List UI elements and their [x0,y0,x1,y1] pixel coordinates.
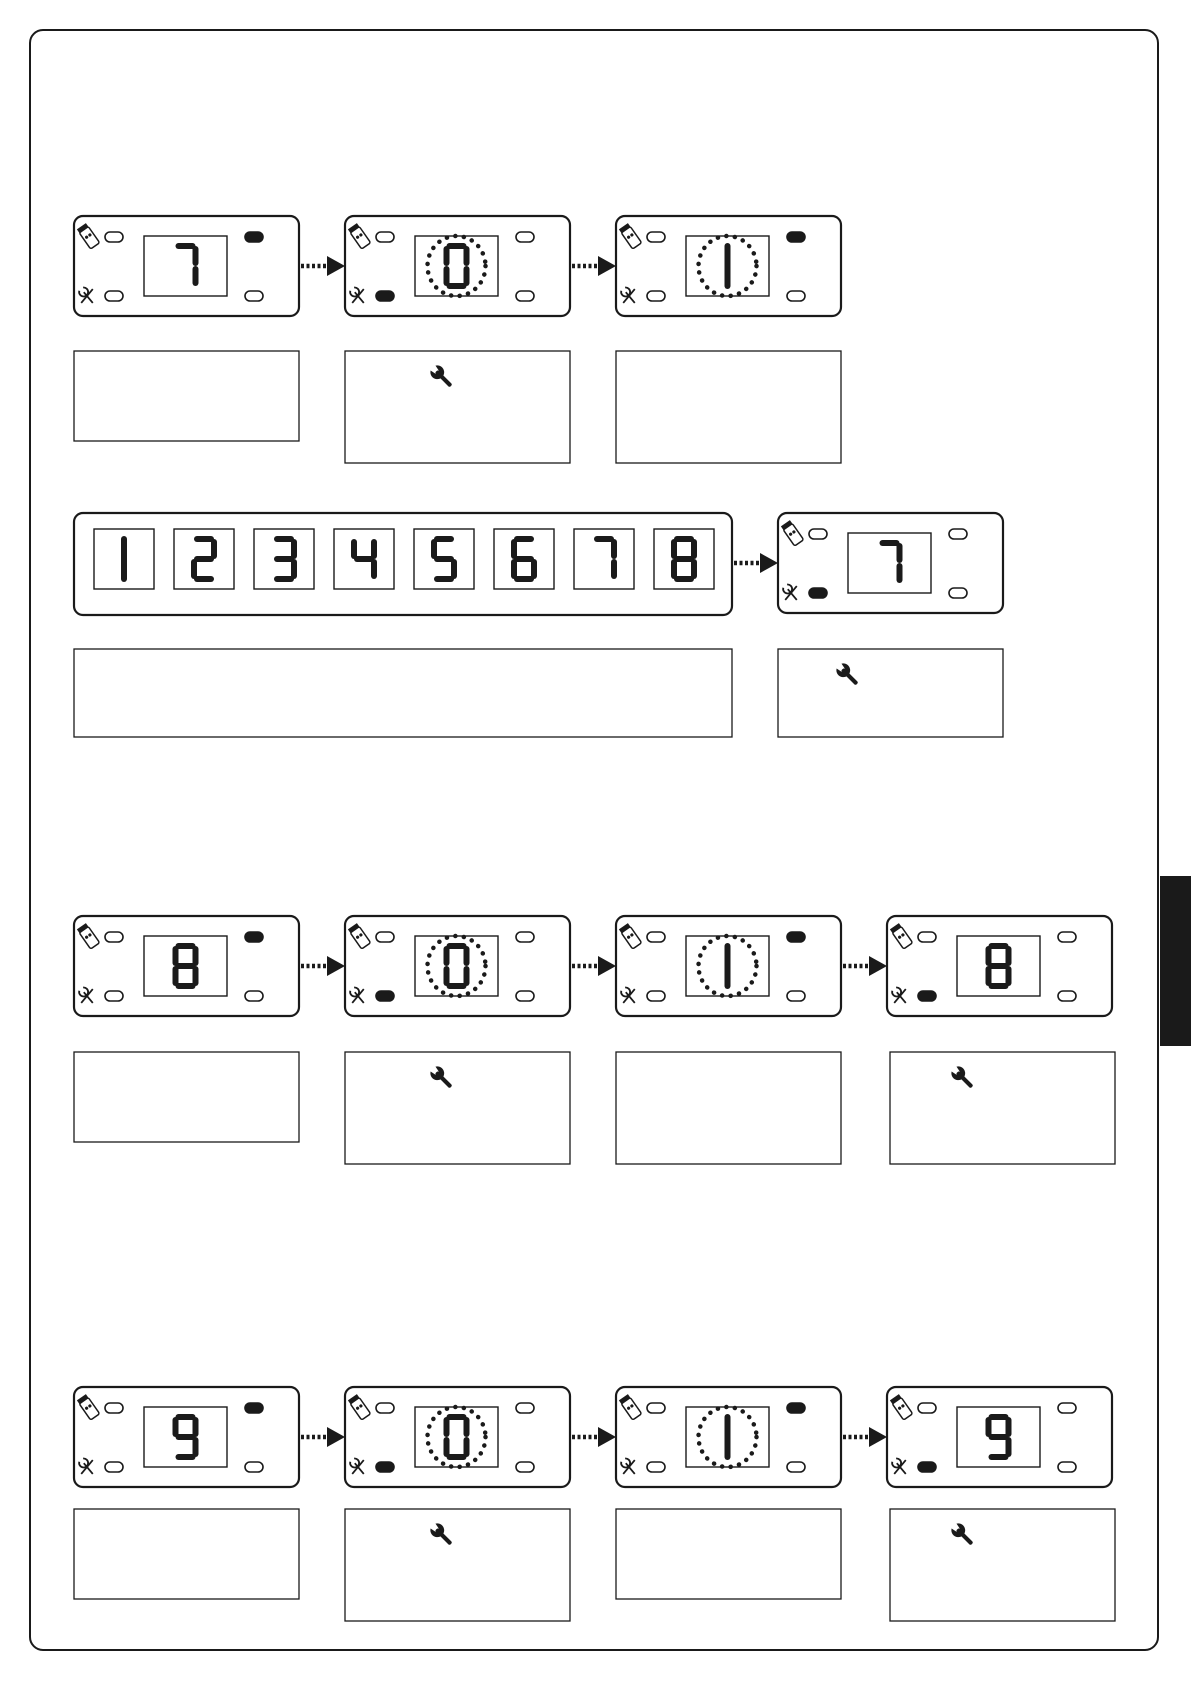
arrow-head [598,1427,616,1447]
led-top-left [376,932,394,942]
control-panel-0-1 [345,216,570,316]
description-box-frame [345,1052,570,1164]
led-bottom-right [245,291,263,301]
led-bottom-left [647,991,665,1001]
led-top-left [647,1403,665,1413]
description-box-strip-1 [778,649,1003,737]
flow-arrow [843,1427,887,1447]
led-top-left [647,232,665,242]
led-bottom-left [918,991,936,1001]
led-bottom-right [787,291,805,301]
control-panel-2-1 [345,916,570,1016]
flow-arrow [843,956,887,976]
led-bottom-left [376,1462,394,1472]
led-top-right [516,232,534,242]
led-top-left [918,1403,936,1413]
led-bottom-right [949,588,967,598]
led-bottom-right [787,991,805,1001]
description-box-frame [890,1509,1115,1621]
description-box-frame [345,1509,570,1621]
led-top-right [1058,1403,1076,1413]
description-box-frame [74,649,732,737]
description-box-2-0 [74,1052,299,1142]
led-bottom-right [516,1462,534,1472]
led-top-right [949,529,967,539]
led-bottom-right [516,991,534,1001]
control-panel-2-2 [616,916,841,1016]
led-bottom-right [1058,1462,1076,1472]
arrow-head [760,553,778,573]
description-box-frame [74,1509,299,1599]
control-panel-0-0 [74,216,299,316]
control-panel-0-2 [616,216,841,316]
led-top-right [245,1403,263,1413]
led-top-left [376,232,394,242]
led-top-left [105,1403,123,1413]
control-panel-2-0 [74,916,299,1016]
control-panel-strip-result [778,513,1003,613]
led-bottom-left [809,588,827,598]
led-bottom-left [647,291,665,301]
flow-arrow [572,1427,616,1447]
description-box-2-1 [345,1052,570,1164]
led-top-right [787,932,805,942]
description-box-0-2 [616,351,841,463]
flow-arrow [734,553,778,573]
led-top-left [376,1403,394,1413]
led-bottom-left [376,991,394,1001]
led-bottom-right [516,291,534,301]
led-bottom-left [918,1462,936,1472]
control-panel-2-3 [887,916,1112,1016]
description-box-frame [616,1052,841,1164]
control-panel-3-3 [887,1387,1112,1487]
led-top-right [787,232,805,242]
arrow-head [598,956,616,976]
control-panel-3-0 [74,1387,299,1487]
led-top-right [1058,932,1076,942]
led-top-left [809,529,827,539]
led-top-right [516,932,534,942]
description-box-frame [74,1052,299,1142]
description-box-3-1 [345,1509,570,1621]
description-box-3-0 [74,1509,299,1599]
led-top-right [245,932,263,942]
led-bottom-right [787,1462,805,1472]
arrow-head [327,1427,345,1447]
control-panel-3-2 [616,1387,841,1487]
led-bottom-right [245,1462,263,1472]
description-box-0-1 [345,351,570,463]
led-bottom-left [105,991,123,1001]
description-box-2-2 [616,1052,841,1164]
description-box-0-0 [74,351,299,441]
description-box-frame [778,649,1003,737]
led-top-right [787,1403,805,1413]
flow-arrow [301,256,345,276]
description-box-frame [616,351,841,463]
description-box-frame [616,1509,841,1599]
flow-arrow [572,956,616,976]
led-top-left [647,932,665,942]
flow-arrow [572,256,616,276]
description-box-3-3 [890,1509,1115,1621]
led-top-right [245,232,263,242]
led-bottom-right [1058,991,1076,1001]
description-box-frame [74,351,299,441]
control-panel-3-1 [345,1387,570,1487]
led-bottom-left [376,291,394,301]
description-box-frame [345,351,570,463]
led-bottom-right [245,991,263,1001]
description-box-frame [890,1052,1115,1164]
flow-arrow [301,1427,345,1447]
flow-arrow [301,956,345,976]
digit-strip [74,513,732,615]
arrow-head [327,956,345,976]
led-top-left [105,232,123,242]
description-box-2-3 [890,1052,1115,1164]
arrow-head [327,256,345,276]
led-top-left [105,932,123,942]
led-bottom-left [647,1462,665,1472]
arrow-head [869,956,887,976]
led-bottom-left [105,1462,123,1472]
description-box-3-2 [616,1509,841,1599]
arrow-head [869,1427,887,1447]
description-box-strip-0 [74,649,732,737]
led-bottom-left [105,291,123,301]
arrow-head [598,256,616,276]
led-top-right [516,1403,534,1413]
led-top-left [918,932,936,942]
